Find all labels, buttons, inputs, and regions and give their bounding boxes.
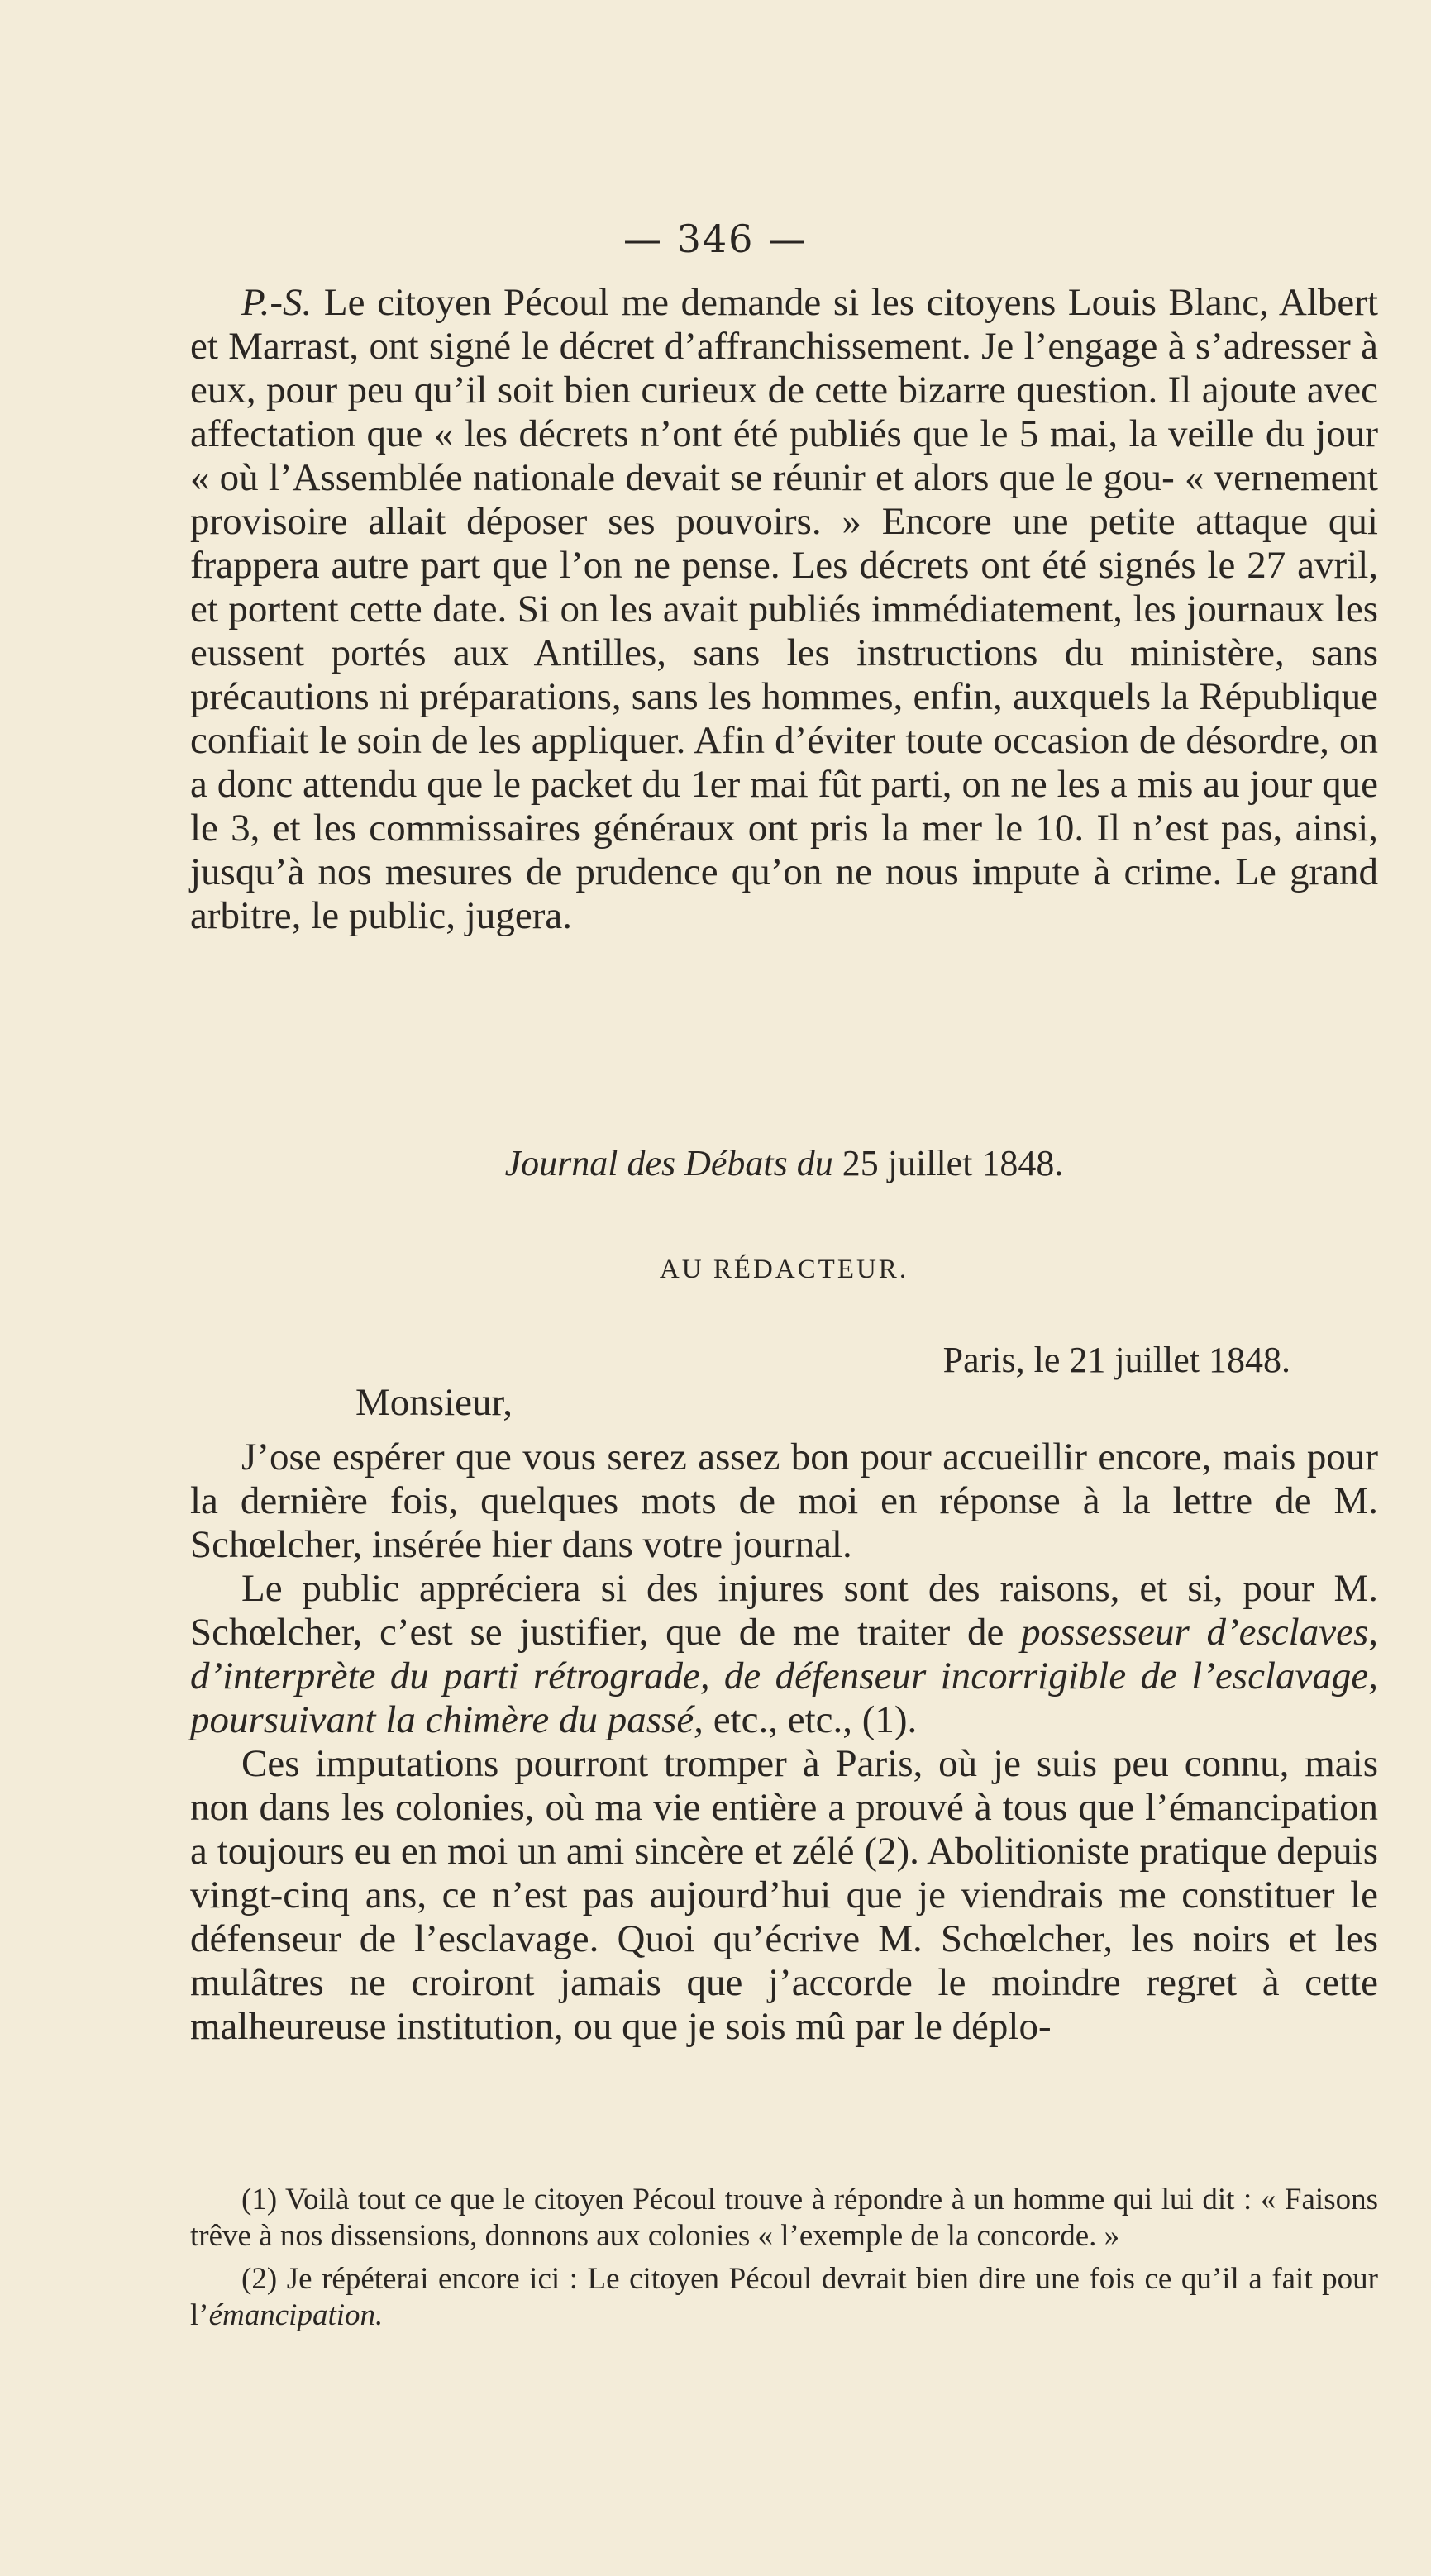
letter-body [190, 1436, 1378, 2049]
letter-paragraph-3: Ces imputations pourront tromper à Paris, où je suis peu connu, mais non dans les colonies, où ma vie entière a prouvé à tous que l’émancipation a toujours eu en moi un ami sincère et zélé (2). Abolitioniste pratique depuis vingt-cinq ans, ce n’est pas aujourd’hui que je viendrais me constituer le défenseur de l’esclavage. Quoi qu’écrive M. Schœlcher, les noirs et les mulâtres ne croiront jamais que j’accorde le moindre regret à cette malheureuse institution, ou que je sois mû par le déplo- [190, 1742, 1378, 2048]
postscript-paragraph [190, 281, 1378, 938]
postscript-text: Le citoyen Pécoul me demande si les citoyens Louis Blanc, Albert et Marrast, ont signé le décret d’affranchissement. Je l’engage à s’adresser à eux, pour peu qu’il soit bien curieux de cette bizarre question. Il ajoute avec affectation que « les décrets n’ont été publiés que le 5 mai, la veille du jour « où l’Assemblée nationale devait se réunir et alors que le gou- « vernement provisoire allait déposer ses pouvoirs. » Encore une petite attaque qui frappera autre part que l’on ne pense. Les décrets ont été signés le 27 avril, et portent cette date. Si on les avait publiés immédiatement, les journaux les eussent portés aux Antilles, sans les instructions du ministère, sans précautions ni préparations, sans les hommes, enfin, auxquels la République confiait le soin de les appliquer. Afin d’éviter toute occasion de désordre, on a donc attendu que le packet du 1er mai fût parti, on ne les a mis au jour que le 3, et les commissaires généraux ont pris la mer le 10. Il n’est pas, ainsi, jusqu’à nos mesures de prudence qu’on ne nous impute à crime. Le grand arbitre, le public, jugera. [190, 281, 1378, 937]
footnotes [190, 2182, 1378, 2334]
footnote-2-text: (2) Je répéterai encore ici : Le citoyen Pécoul devrait bien dire une fois ce qu’il a fait pour l’ [190, 2262, 1378, 2332]
letter-p2-end: etc., etc., (1). [703, 1698, 918, 1741]
postscript [190, 281, 1378, 938]
source-line [190, 1142, 1378, 1184]
source-title: Journal des Débats du [504, 1143, 833, 1183]
footnote-2 [190, 2261, 1378, 2334]
source-date: 25 juillet 1848. [842, 1143, 1064, 1183]
letter-p2-start: Le public appréciera si des injures sont des raisons, et si, pour M. Schœlcher, c’est se justifier, que de me traiter de [190, 1567, 1378, 1654]
dateline: Paris, le 21 juillet 1848. [942, 1340, 1290, 1380]
postscript-label: P.-S. [241, 281, 312, 324]
salutation: Monsieur, [355, 1381, 513, 1424]
footnote-1: (1) Voilà tout ce que le citoyen Pécoul trouve à répondre à un homme qui lui dit : « Faisons trêve à nos dissensions, donnons aux colonies « l’exemple de la concorde. » [190, 2183, 1378, 2253]
letter-heading: AU RÉDACTEUR. [659, 1255, 909, 1284]
page-number: — 346 — [622, 217, 809, 261]
footnote-2-italic: émancipation. [208, 2298, 384, 2332]
letter-p2-italic: possesseur d’esclaves, d’interprète du parti rétrograde, de défenseur incorrigible de l’esclavage, poursuivant la chimère du passé, [190, 1611, 1378, 1741]
letter-paragraph-2 [190, 1567, 1378, 1742]
letter-paragraph-1: J’ose espérer que vous serez assez bon pour accueillir encore, mais pour la dernière fois, quelques mots de moi en réponse à la lettre de M. Schœlcher, insérée hier dans votre journal. [190, 1436, 1378, 1566]
